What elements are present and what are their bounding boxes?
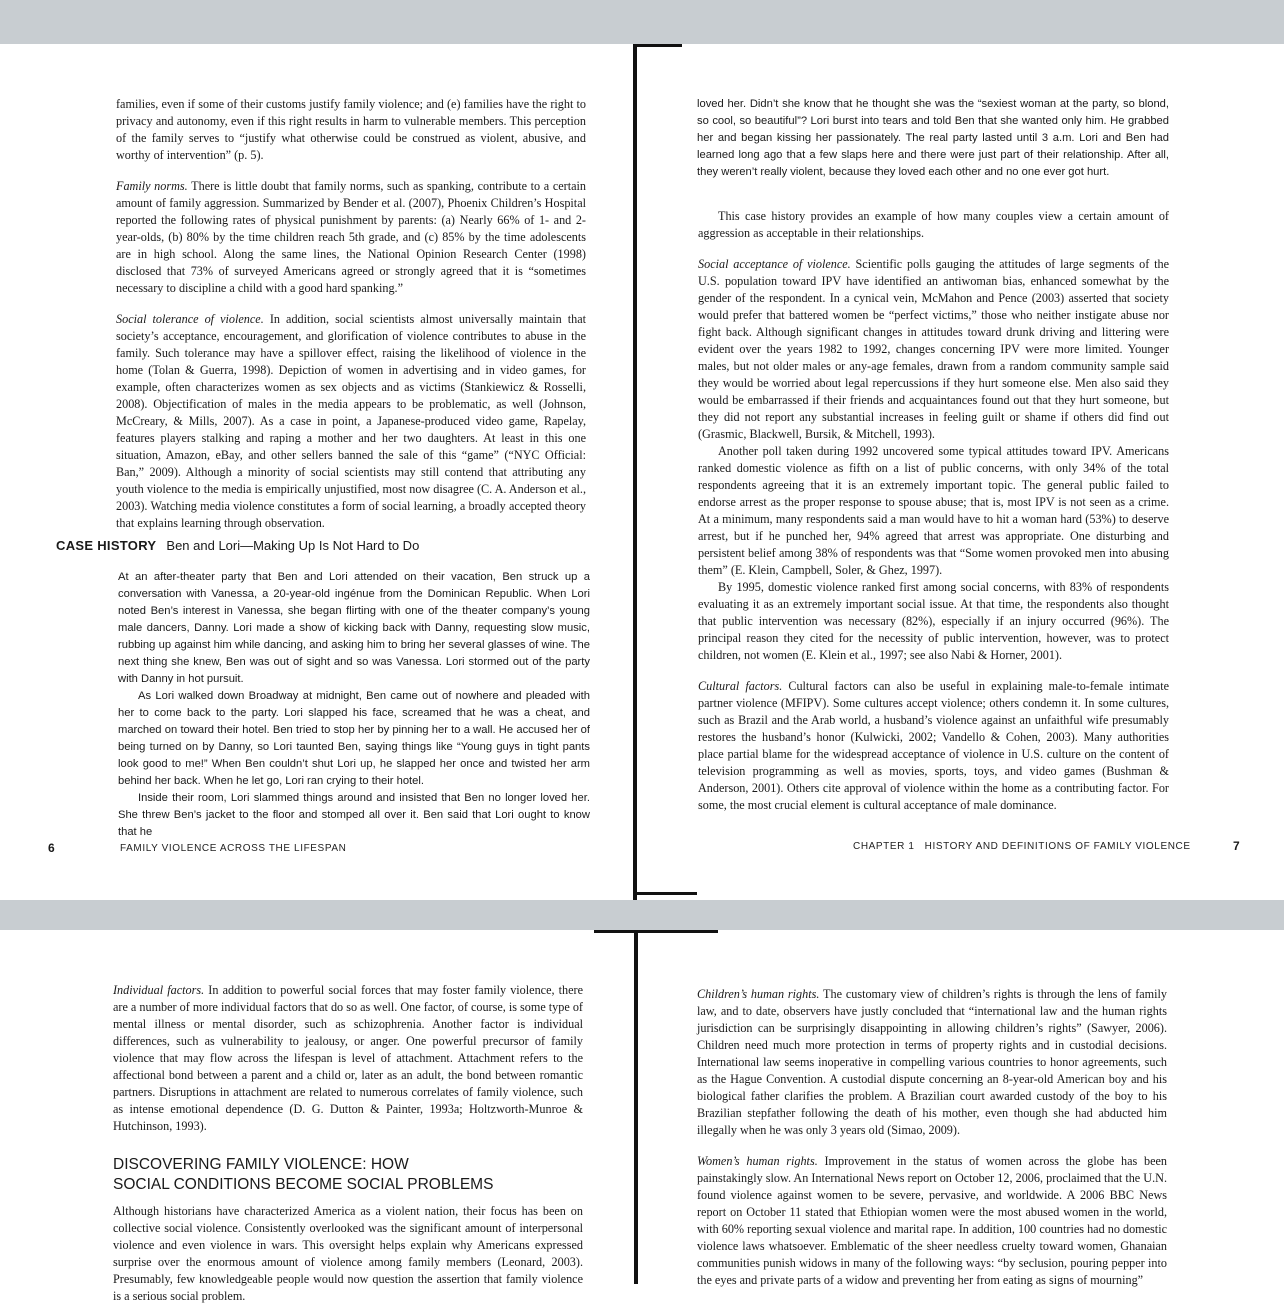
text-social-tolerance: In addition, social scientists almost universally maintain that society’s acceptance, encouragement, and glorification of violence contributes to abuse in the family. Such tolerance may have a spillover effect, raising the likelihood of violence in the home (Tolan & Guerra, 1998). Depiction of women in advertising and in video games, for example, often characterizes women as sex objects and as victims (Stankiewicz & Rosselli, 2008). Objectification of males in the media appears to be problematic, as well (Johnson, McCreary, & Mills, 2007). As a case in point, a Japanese-produced video game, Rapelay, features players stalking and raping a mother and her two daughters. At least in this one situation, Amazon, eBay, and other sellers banned the sale of this “game” (“NYC Official: Ban,” 2009). Although a minority of social scientists may still contend that attributing any youth violence to the media is empirically unjustified, most now disagree (C. A. Anderson et al., 2003). Watching media violence constitutes a form of social learning, a broadly accepted theory that explains learning through observation.: [116, 312, 587, 530]
gutter-mark: [594, 930, 634, 933]
case-history-continued: [697, 96, 1169, 181]
paragraph-discovering: Although historians have characterized America as a violent nation, their focus has been on collective social violence. Consistently overlooked was the significant amount of interpersonal violence and even violence in wars. This oversight helps explain why Americans expressed surprise over the enormous amount of violence among family members (Leonard, 2003). Presumably, few knowledgeable people would now question the assertion that family violence is a serious social problem.: [113, 1204, 583, 1303]
paragraph-cultural-factors: [698, 678, 1169, 814]
case-history-heading: [56, 538, 419, 553]
page-number-left: 6: [48, 841, 55, 855]
running-head-left: FAMILY VIOLENCE ACROSS THE LIFESPAN: [120, 843, 347, 854]
text-individual-factors: In addition to powerful social forces that may foster family violence, there are a number of more individual factors that do so as well. One factor, of course, is some type of mental illness or mental disorder, such as schizophrenia. Another factor is individual differences, such as vulnerability to jealousy, or anger. One powerful precursor of family violence that may flow across the lifespan is level of attachment. Attachment refers to the affectional bond between a parent and a child or, later as an adult, the bond between romantic partners. Disruptions in attachment are related to numerous correlates of family violence, such as intense emotional dependence (D. G. Dutton & Painter, 1993a; Holtzworth-Munroe & Hutchinson, 1993).: [113, 983, 584, 1133]
lead-social-tolerance: Social tolerance of violence.: [116, 312, 264, 326]
page-number-right: 7: [1233, 839, 1240, 853]
paragraph-poll-1995: By 1995, domestic violence ranked first among social concerns, with 83% of respondents evaluating it as an extremely important social issue. At that time, the respondents also thought that public intervention was necessary (82%), especially if an injury occurred (96%). The principal reason they cited for the necessity of public intervention, however, was to protect children, not women (E. Klein et al., 1997; see also Nabi & Horner, 2001).: [698, 580, 1169, 662]
case-history-title: Ben and Lori—Making Up Is Not Hard to Do: [166, 538, 420, 553]
top-gray-band: [0, 0, 1284, 44]
paragraph-social-tolerance: [116, 311, 586, 532]
paragraph-social-acceptance: [698, 256, 1169, 443]
paragraph-case-summary: This case history provides an example of how many couples view a certain amount of aggression as acceptable in their relationships.: [698, 209, 1169, 240]
section-heading-line-2: SOCIAL CONDITIONS BECOME SOCIAL PROBLEMS: [113, 1176, 494, 1193]
lead-cultural-factors: Cultural factors.: [698, 679, 783, 693]
lead-family-norms: Family norms.: [116, 179, 188, 193]
text-women-rights: Improvement in the status of women across the globe has been painstakingly slow. An International News report on October 12, 2006, proclaimed that the U.N. found violence against women to be severe, pervasive, and worldwide. A 2006 BBC News report on October 11 stated that Ethiopian women were the most abused women in the world, with 60% reporting sexual violence and marital rape. In addition, 100 countries had no domestic violence laws whatsoever. Emblematic of the sheer needless cruelty toward women, Ghanaian communities punish widows in many of the following ways: “by seclusion, pouring pepper into the eyes and private parts of a widow and preventing her from eating as signs of mourning”: [697, 1154, 1168, 1287]
spread-2: [0, 930, 1284, 1303]
page-7-column: [698, 208, 1169, 814]
section-heading: [113, 1155, 583, 1195]
case-paragraph-continued: loved her. Didn’t she know that he thought she was the “sexiest woman at the party, so blond, so cool, so beautiful”? Lori burst into tears and told Ben that she wanted only him. He grabbed her and began kissing her passionately. The real party lasted until 3 a.m. Lori and Ben had learned long ago that a few slaps here and there were just part of their relationship. After all, they weren’t really violent, because they loved each other and no one ever got hurt.: [697, 98, 1169, 178]
paragraph-families: families, even if some of their customs justify family violence; and (e) families have the right to privacy and autonomy, even if this right results in harm to vulnerable members. This perception of the family serves to “justify what otherwise could be construed as violent, abusive, and worthy of intervention” (p. 5).: [116, 97, 586, 162]
page-6-column: [116, 96, 586, 532]
case-history-label: CASE HISTORY: [56, 538, 157, 553]
case-paragraph-1: At an after-theater party that Ben and Lori attended on their vacation, Ben struck up a conversation with Vanessa, a 20-year-old ingénue from the Dominican Republic. When Lori noted Ben’s interest in Vanessa, she began flirting with one of the theater company’s young male dancers, Danny. Lori made a show of kicking back with Danny, requesting slow music, rubbing up against him while dancing, and asking him to bring her several glasses of wine. The next thing she knew, Ben was out of sight and so was Vanessa. Lori stormed out of the party with Danny in hot pursuit.: [118, 571, 590, 685]
case-history-text: [118, 569, 590, 841]
paragraph-women-rights: [697, 1153, 1167, 1289]
case-paragraph-3: Inside their room, Lori slammed things around and insisted that Ben no longer loved her. She threw Ben’s jacket to the floor and stomped all over it. Ben said that Lori ought to know that he: [118, 792, 590, 838]
text-children-rights: The customary view of children’s rights is through the lens of family law, and to date, observers have justly concluded that “international law and the human rights jurisdiction can be surprisingly disappointing in allowing children’s rights” (Sawyer, 2006). Children need much more protection in terms of property rights and in custodial decisions. International law seems inoperative in compelling various countries to honor agreements, such as the Hague Convention. A custodial dispute concerning an 8-year-old American boy and his biological father clarifies the problem. A Brazilian court awarded custody of the boy to his Brazilian stepfather following the death of his mother, even though she had abducted him illegally when he was only 3 years old (Simao, 2009).: [697, 987, 1168, 1137]
lead-individual-factors: Individual factors.: [113, 983, 205, 997]
case-paragraph-2: As Lori walked down Broadway at midnight, Ben came out of nowhere and pleaded with her to come back to the party. Lori slapped his face, screamed that he was a cheat, and marched on toward their hotel. Ben tried to stop her by pinning her to a wall. He accused her of being turned on by Danny, so Lori taunted Ben, saying things like “Young guys in tight pants look good to me!” When Ben couldn’t shut Lori up, he slapped her once and twisted her arm behind her back. When he let go, Lori ran crying to their hotel.: [118, 690, 590, 787]
paragraph-poll-1992: Another poll taken during 1992 uncovered some typical attitudes toward IPV. Americans ranked domestic violence as fifth on a list of public concerns, with only 34% of the total respondents agreeing that it is an extremely important topic. The general public failed to endorse arrest as the proper response to spouse abuse; that is, most IPV is not seen as a crime. At a minimum, many respondents said a man would have to hit a woman hard (53%) to deserve arrest, but if he punched her, 94% agreed that arrest was appropriate. One disturbing and persistent belief among 38% of respondents was that “Some women provoked men into abusing them” (E. Klein, Campbell, Soler, & Ghez, 1997).: [698, 444, 1169, 577]
spread-1: [0, 44, 1284, 900]
gutter-line: [633, 44, 637, 900]
lead-social-acceptance: Social acceptance of violence.: [698, 257, 851, 271]
section-heading-line-1: DISCOVERING FAMILY VIOLENCE: HOW: [113, 1156, 409, 1173]
gutter-line: [634, 930, 638, 1284]
gutter-mark: [637, 892, 697, 895]
text-cultural-factors: Cultural factors can also be useful in explaining male-to-female intimate partner violence (MFIPV). Some cultures accept violence; others condemn it. In some cultures, such as Brazil and the Arab world, a husband’s violence against an unfaithful wife presumably restores the husband’s honor (Kulwicki, 2002; Vandello & Cohen, 2003). Many authorities place partial blame for the widespread acceptance of violence in U.S. culture on the content of television programming as well as movies, sports, toys, and video games (Bushman & Anderson, 2001). Others cite approval of violence within the home as a contributing factor. For some, the most crucial element is cultural acceptance of male dominance.: [698, 679, 1170, 812]
gutter-mark: [637, 44, 682, 47]
middle-gray-band: [0, 900, 1284, 930]
gutter-mark: [638, 930, 718, 933]
text-social-acceptance: Scientific polls gauging the attitudes of large segments of the U.S. population toward IPV have identified an antiwoman bias, enhanced somewhat by the gender of the respondent. In a cynical vein, McMahon and Pence (2003) asserted that society would prefer that battered women be “perfect victims,” those who neither instigate abuse nor fight back. Although significant changes in attitudes toward drunk driving and littering were evident over the years 1982 to 1992, changes concerning IPV were more limited. Younger males, but not older males or any-age females, drawn from a random community sample said they would be worried about legal repercussions if they hurt someone else. Men also said they would be embarrassed if their friends and acquaintances found out that they hurt someone, but they did not report any substantial increases in feeling guilt or shame if others did find out (Grasmic, Blackwell, Bursik, & Mitchell, 1993).: [698, 257, 1169, 441]
running-head-right: CHAPTER 1 HISTORY AND DEFINITIONS OF FAMILY VIOLENCE: [853, 841, 1191, 852]
paragraph-family-norms: [116, 178, 586, 297]
page-9-column: [697, 986, 1167, 1289]
lead-children-rights: Children’s human rights.: [697, 987, 820, 1001]
paragraph-children-rights: [697, 986, 1167, 1139]
text-family-norms: There is little doubt that family norms, such as spanking, contribute to a certain amount of family aggression. Summarized by Bender et al. (2007), Phoenix Children’s Hospital reported the following rates of physical punishment by parents: (a) Nearly 66% of 1- and 2-year-olds, (b) 80% by the time children reach 5th grade, and (c) 85% by the time adolescents are in high school. Along the same lines, the National Opinion Research Center (1998) disclosed that 73% of surveyed Americans agreed or strongly agreed that it is “sometimes necessary to discipline a child with a good hard spanking.”: [116, 179, 587, 295]
page-8-column: [113, 982, 583, 1305]
lead-women-rights: Women’s human rights.: [697, 1154, 818, 1168]
paragraph-individual-factors: [113, 982, 583, 1135]
